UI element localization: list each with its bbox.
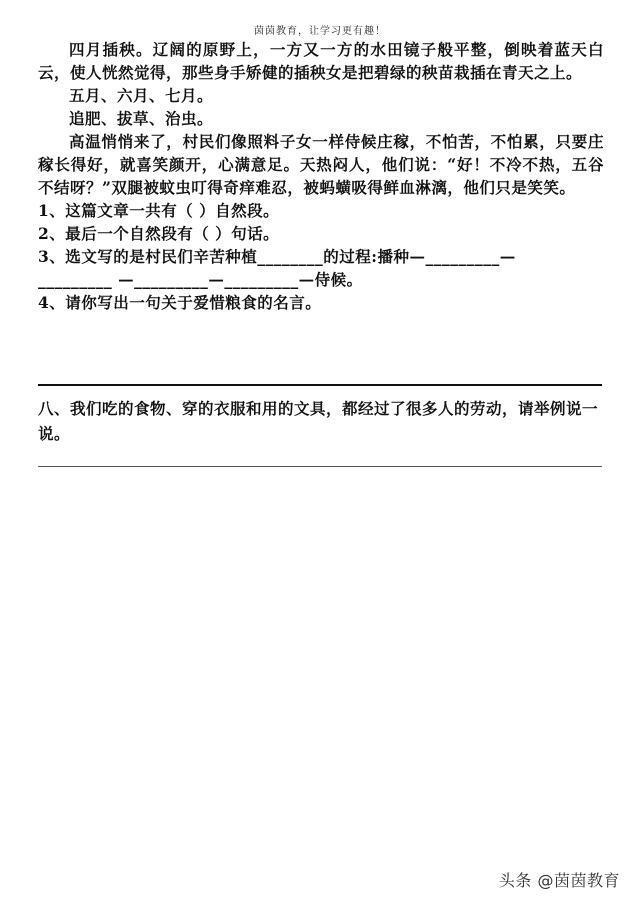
question-2: 2、最后一个自然段有（ ）句话。: [38, 224, 280, 243]
header-slogan: 茵茵教育，让学习更有趣！: [254, 26, 386, 37]
question-3-line-1: 3、选文写的是村民们辛苦种植________的过程:播种—_________—: [38, 247, 516, 266]
passage-paragraph-4: 高温悄悄来了，村民们像照料子女一样侍候庄稼，不怕苦，不怕累，只要庄稼长得好，就喜笑颜开，心满意足。天热闷人，他们说：“好！不冷不热，五谷不结呀？”双腿被蚊虫叮得奇痒难忍，被蚂蟥吸得鲜血淋漓，他们只是笑笑。: [38, 132, 604, 197]
section-8-prompt: 八、我们吃的食物、穿的衣服和用的文具，都经过了很多人的劳动，请举例说一说。: [38, 399, 599, 443]
answer-line-divider: [38, 384, 602, 386]
question-4: 4、请你写出一句关于爱惜粮食的名言。: [38, 293, 322, 312]
question-3-line-2: _________ —_________—_________—侍候。: [38, 270, 363, 289]
reading-passage: [38, 38, 604, 314]
section-8-answer-line: [38, 466, 602, 467]
source-watermark: 头条 @茵茵教育: [498, 871, 620, 890]
passage-paragraph-3: 追肥、拔草、治虫。: [69, 109, 214, 128]
passage-paragraph-1: 四月插秧。辽阔的原野上，一方又一方的水田镜子般平整，倒映着蓝天白云，使人恍然觉得，那些身手矫健的插秧女是把碧绿的秧苗栽插在青天之上。: [38, 40, 604, 82]
passage-paragraph-2: 五月、六月、七月。: [69, 86, 214, 105]
question-1: 1、这篇文章一共有（ ）自然段。: [38, 201, 280, 220]
